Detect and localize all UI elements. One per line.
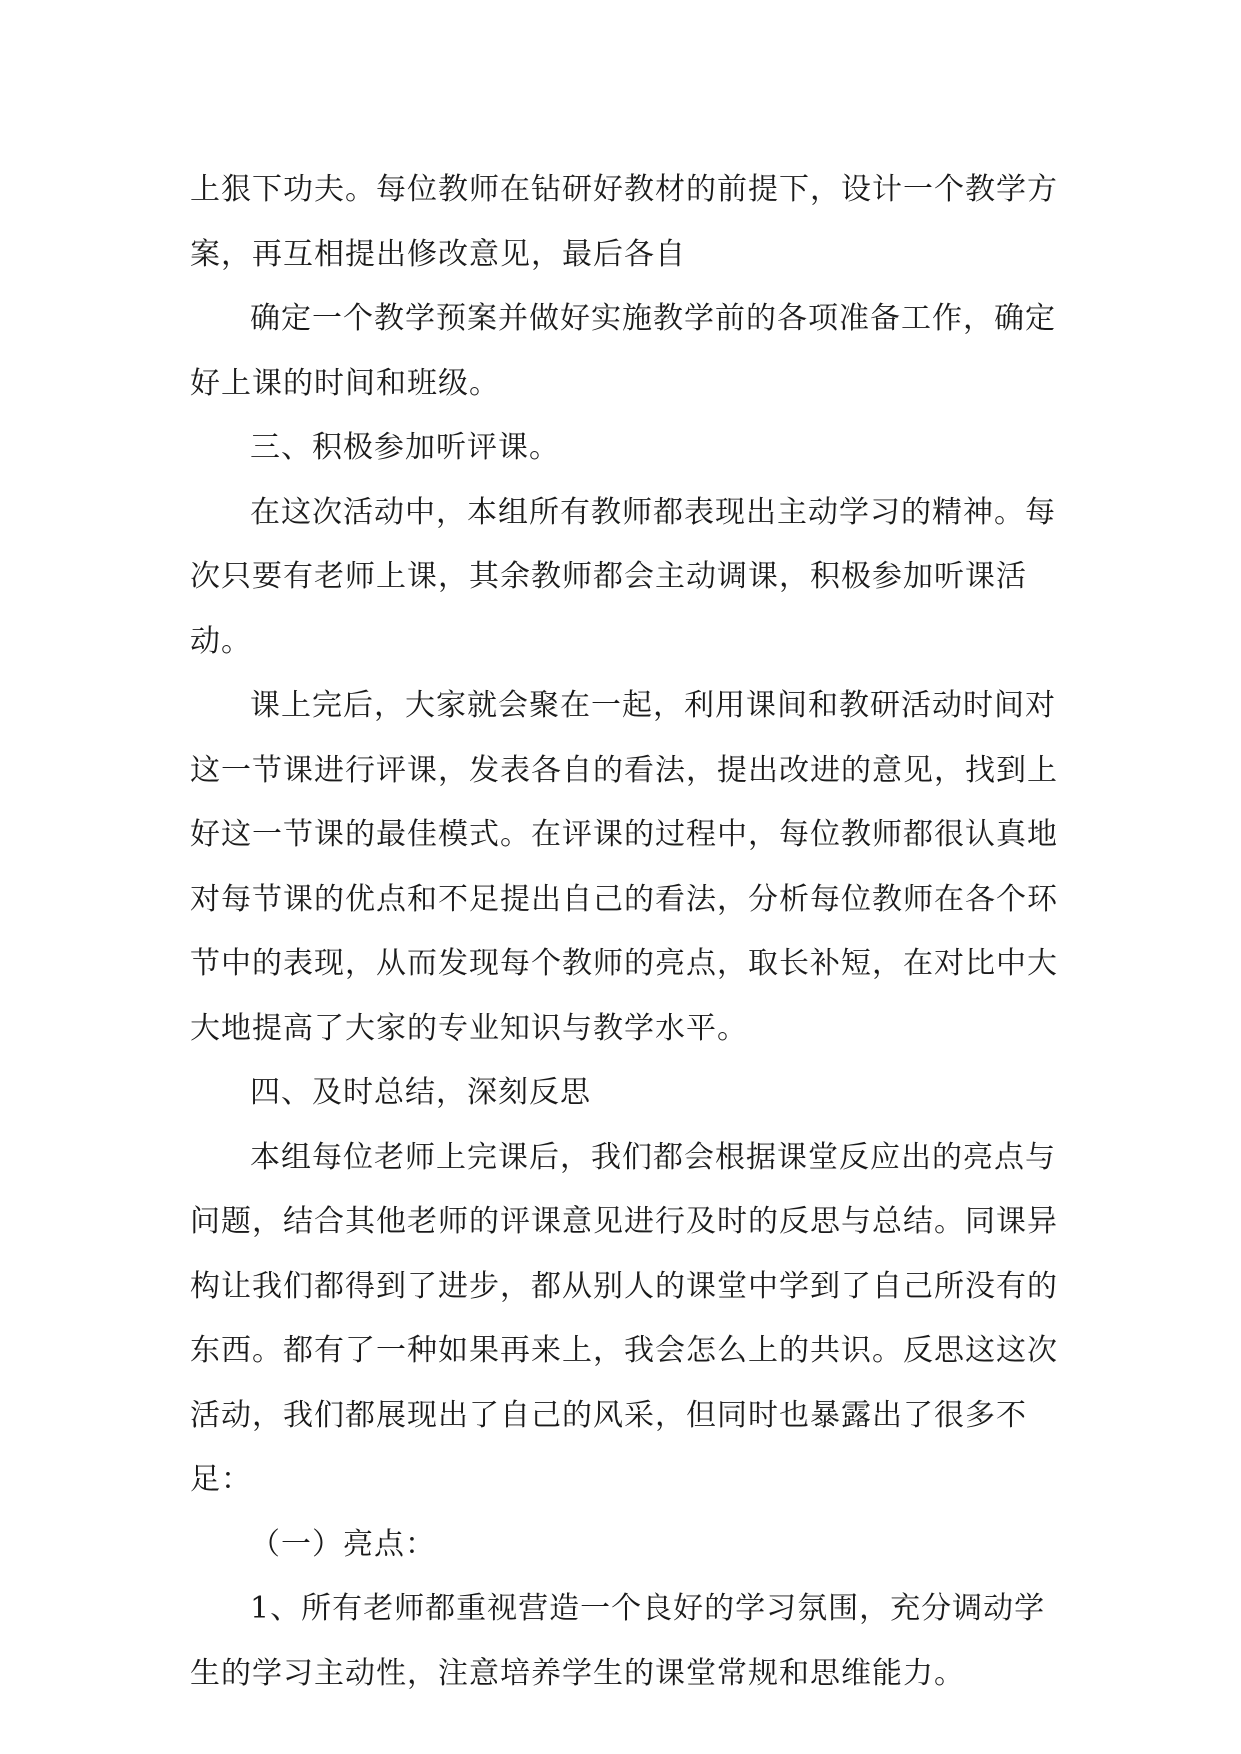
paragraph-9: 1、所有老师都重视营造一个良好的学习氛围，充分调动学生的学习主动性，注意培养学生的课堂常规和思维能力。 [190, 1591, 1046, 1691]
document-body [190, 158, 1060, 1706]
section-heading-4: 四、及时总结，深刻反思 [250, 1075, 591, 1110]
section-heading-3: 三、积极参加听评课。 [250, 430, 560, 465]
subheading-highlights: （一）亮点： [250, 1526, 436, 1562]
paragraph-1: 上狠下功夫。每位教师在钻研好教材的前提下，设计一个教学方案，再互相提出修改意见，最后各自 [190, 172, 1058, 272]
paragraph-7: 本组每位老师上完课后，我们都会根据课堂反应出的亮点与问题，结合其他老师的评课意见进行及时的反思与总结。同课异构让我们都得到了进步，都从别人的课堂中学到了自己所没有的东西。都有了一种如果再来上，我会怎么上的共识。反思这这次活动，我们都展现出了自己的风采，但同时也暴露出了很多不足： [190, 1139, 1058, 1497]
paragraph-4: 在这次活动中，本组所有教师都表现出主动学习的精神。每次只要有老师上课，其余教师都会主动调课，积极参加听课活动。 [190, 494, 1056, 659]
paragraph-2: 确定一个教学预案并做好实施教学前的各项准备工作，确定好上课的时间和班级。 [190, 301, 1056, 401]
paragraph-5: 课上完后，大家就会聚在一起，利用课间和教研活动时间对这一节课进行评课，发表各自的看法，提出改进的意见，找到上好这一节课的最佳模式。在评课的过程中，每位教师都很认真地对每节课的优点和不足提出自己的看法，分析每位教师在各个环节中的表现，从而发现每个教师的亮点，取长补短，在对比中大大地提高了大家的专业知识与教学水平。 [190, 688, 1058, 1046]
